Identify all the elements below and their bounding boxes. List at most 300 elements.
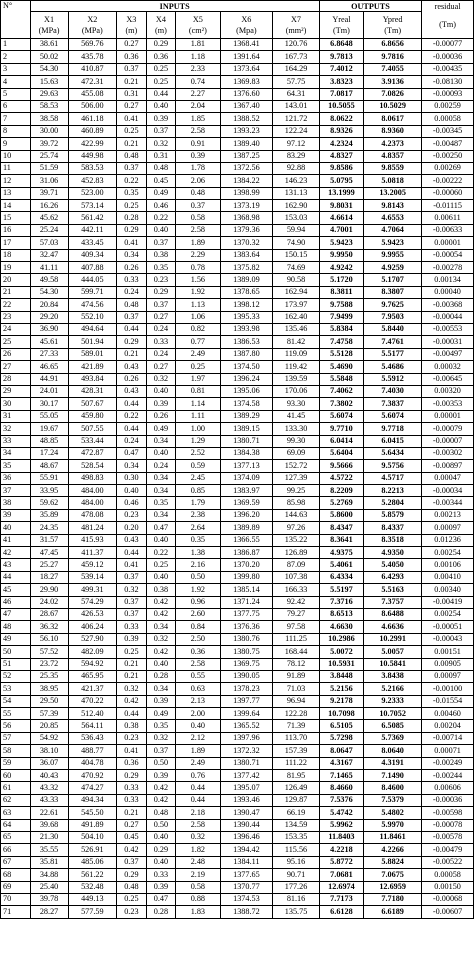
- cell-no: 27: [1, 361, 31, 373]
- cell-residual: -0.00031: [422, 336, 474, 348]
- cell-x7: 139.59: [273, 373, 319, 385]
- cell-x4: 0.48: [146, 162, 176, 174]
- cell-x3: 0.24: [117, 286, 147, 298]
- cell-x5: 1.13: [176, 299, 220, 311]
- cell-x2: 406.24: [68, 621, 117, 633]
- cell-x4: 0.23: [146, 274, 176, 286]
- cell-x1: 57.39: [30, 708, 68, 720]
- cell-yreal: 7.3802: [319, 398, 363, 410]
- table-row: [1, 732, 474, 744]
- cell-x3: 0.41: [117, 745, 147, 757]
- table-row: [1, 745, 474, 757]
- cell-yreal: 7.0681: [319, 869, 363, 881]
- cell-x4: 0.40: [146, 447, 176, 459]
- cell-yreal: 8.0647: [319, 745, 363, 757]
- cell-x6: 1370.32: [220, 237, 273, 249]
- cell-x3: 0.35: [117, 187, 147, 199]
- cell-x1: 34.88: [30, 869, 68, 881]
- cell-ypred: 5.2166: [364, 683, 422, 695]
- cell-x6: 1380.71: [220, 757, 273, 769]
- cell-x6: 1386.87: [220, 547, 273, 559]
- header-x5: X5 (cm²): [176, 12, 220, 39]
- cell-x6: 1369.59: [220, 497, 273, 509]
- cell-x6: 1389.40: [220, 138, 273, 150]
- cell-x6: 1376.60: [220, 88, 273, 100]
- cell-x4: 0.34: [146, 485, 176, 497]
- table-row: [1, 633, 474, 645]
- cell-x2: 507.67: [68, 398, 117, 410]
- cell-x4: 0.36: [146, 51, 176, 63]
- cell-x6: 1399.64: [220, 708, 273, 720]
- cell-x6: 1374.53: [220, 893, 273, 905]
- cell-yreal: 5.8772: [319, 856, 363, 868]
- cell-yreal: 9.2178: [319, 695, 363, 707]
- cell-x5: 1.97: [176, 373, 220, 385]
- cell-x3: 0.37: [117, 596, 147, 608]
- cell-x1: 38.10: [30, 745, 68, 757]
- cell-x6: 1369.83: [220, 76, 273, 88]
- cell-x2: 442.11: [68, 224, 117, 236]
- cell-x2: 461.18: [68, 113, 117, 125]
- cell-x2: 512.40: [68, 708, 117, 720]
- cell-x2: 421.37: [68, 683, 117, 695]
- cell-x6: 1388.52: [220, 113, 273, 125]
- cell-x6: 1384.11: [220, 856, 273, 868]
- table-row: [1, 138, 474, 150]
- header-x3: X3 (m): [117, 12, 147, 39]
- cell-ypred: 5.6434: [364, 447, 422, 459]
- cell-x3: 0.29: [117, 224, 147, 236]
- table-row: [1, 869, 474, 881]
- table-row: [1, 63, 474, 75]
- cell-x4: 0.27: [146, 311, 176, 323]
- cell-x1: 55.91: [30, 472, 68, 484]
- cell-x6: 1397.77: [220, 695, 273, 707]
- cell-x7: 97.58: [273, 621, 319, 633]
- cell-residual: -0.00244: [422, 770, 474, 782]
- cell-residual: -0.00553: [422, 323, 474, 335]
- table-row: [1, 274, 474, 286]
- cell-yreal: 9.7710: [319, 423, 363, 435]
- cell-x3: 0.21: [117, 348, 147, 360]
- cell-x1: 20.85: [30, 720, 68, 732]
- cell-x6: 1377.65: [220, 869, 273, 881]
- cell-no: 3: [1, 63, 31, 75]
- header-yreal: Yreal (Tm): [319, 12, 363, 39]
- cell-yreal: 8.3641: [319, 534, 363, 546]
- cell-x4: 0.32: [146, 138, 176, 150]
- cell-yreal: 11.8403: [319, 832, 363, 844]
- cell-x4: 0.31: [146, 150, 176, 162]
- cell-x4: 0.22: [146, 547, 176, 559]
- cell-x3: 0.41: [117, 237, 147, 249]
- cell-x1: 36.32: [30, 621, 68, 633]
- cell-yreal: 4.9375: [319, 547, 363, 559]
- cell-x4: 0.44: [146, 88, 176, 100]
- cell-x7: 126.49: [273, 782, 319, 794]
- cell-no: 35: [1, 460, 31, 472]
- cell-x7: 135.75: [273, 906, 319, 918]
- cell-yreal: 8.9326: [319, 125, 363, 137]
- table-row: [1, 311, 474, 323]
- cell-x1: 36.90: [30, 323, 68, 335]
- cell-x3: 0.37: [117, 856, 147, 868]
- cell-no: 63: [1, 807, 31, 819]
- cell-x3: 0.37: [117, 608, 147, 620]
- cell-residual: -0.00093: [422, 88, 474, 100]
- cell-yreal: 6.0414: [319, 435, 363, 447]
- cell-ypred: 9.8143: [364, 200, 422, 212]
- cell-x4: 0.40: [146, 571, 176, 583]
- cell-ypred: 5.5912: [364, 373, 422, 385]
- cell-x1: 25.24: [30, 224, 68, 236]
- cell-x7: 57.75: [273, 76, 319, 88]
- cell-x2: 533.44: [68, 435, 117, 447]
- cell-x1: 57.03: [30, 237, 68, 249]
- cell-x7: 81.16: [273, 893, 319, 905]
- cell-yreal: 9.7588: [319, 299, 363, 311]
- cell-x7: 126.89: [273, 547, 319, 559]
- cell-x3: 0.30: [117, 472, 147, 484]
- cell-no: 28: [1, 373, 31, 385]
- cell-yreal: 5.6404: [319, 447, 363, 459]
- cell-residual: 0.00151: [422, 646, 474, 658]
- cell-yreal: 12.6974: [319, 881, 363, 893]
- cell-x6: 1366.55: [220, 534, 273, 546]
- cell-no: 16: [1, 224, 31, 236]
- cell-x4: 0.34: [146, 509, 176, 521]
- cell-x5: 1.00: [176, 423, 220, 435]
- cell-x6: 1383.97: [220, 485, 273, 497]
- cell-no: 23: [1, 311, 31, 323]
- cell-x4: 0.40: [146, 832, 176, 844]
- cell-x4: 0.25: [146, 559, 176, 571]
- cell-yreal: 5.2156: [319, 683, 363, 695]
- cell-no: 65: [1, 832, 31, 844]
- cell-x3: 0.42: [117, 844, 147, 856]
- cell-ypred: 8.6488: [364, 608, 422, 620]
- cell-ypred: 7.0826: [364, 88, 422, 100]
- cell-x2: 435.78: [68, 51, 117, 63]
- cell-residual: -0.00250: [422, 150, 474, 162]
- table-row: [1, 757, 474, 769]
- cell-x2: 599.71: [68, 286, 117, 298]
- cell-x5: 0.37: [176, 200, 220, 212]
- cell-x4: 0.39: [146, 881, 176, 893]
- cell-x1: 28.67: [30, 608, 68, 620]
- cell-x5: 0.40: [176, 720, 220, 732]
- cell-x1: 39.68: [30, 819, 68, 831]
- cell-x1: 40.43: [30, 770, 68, 782]
- cell-ypred: 5.8579: [364, 509, 422, 521]
- cell-x3: 0.42: [117, 695, 147, 707]
- cell-x3: 0.43: [117, 534, 147, 546]
- cell-x1: 49.58: [30, 274, 68, 286]
- cell-yreal: 10.7098: [319, 708, 363, 720]
- table-row: [1, 323, 474, 335]
- cell-no: 60: [1, 770, 31, 782]
- table-row: [1, 88, 474, 100]
- cell-x5: 2.38: [176, 509, 220, 521]
- header-residual-unit: (Tm): [422, 12, 474, 39]
- cell-x3: 0.41: [117, 559, 147, 571]
- cell-x2: 494.64: [68, 323, 117, 335]
- cell-no: 69: [1, 881, 31, 893]
- cell-yreal: 8.4347: [319, 522, 363, 534]
- cell-ypred: 4.8357: [364, 150, 422, 162]
- cell-yreal: 7.9499: [319, 311, 363, 323]
- cell-residual: -0.00077: [422, 39, 474, 51]
- cell-x5: 1.81: [176, 39, 220, 51]
- cell-x5: 1.82: [176, 844, 220, 856]
- cell-no: 56: [1, 720, 31, 732]
- cell-x7: 115.56: [273, 844, 319, 856]
- cell-x7: 90.71: [273, 869, 319, 881]
- cell-x2: 561.42: [68, 212, 117, 224]
- cell-x5: 0.88: [176, 893, 220, 905]
- cell-no: 7: [1, 113, 31, 125]
- cell-x4: 0.47: [146, 522, 176, 534]
- cell-x6: 1380.71: [220, 435, 273, 447]
- cell-ypred: 5.9970: [364, 819, 422, 831]
- cell-x5: 1.89: [176, 237, 220, 249]
- cell-x7: 162.90: [273, 200, 319, 212]
- cell-ypred: 7.7180: [364, 893, 422, 905]
- cell-x6: 1379.36: [220, 224, 273, 236]
- cell-ypred: 8.0617: [364, 113, 422, 125]
- cell-residual: -0.00249: [422, 757, 474, 769]
- cell-x7: 79.27: [273, 608, 319, 620]
- cell-yreal: 5.0795: [319, 175, 363, 187]
- cell-residual: -0.00578: [422, 832, 474, 844]
- cell-x6: 1365.52: [220, 720, 273, 732]
- cell-ypred: 9.7718: [364, 423, 422, 435]
- table-row: [1, 782, 474, 794]
- cell-no: 14: [1, 200, 31, 212]
- cell-x2: 526.91: [68, 844, 117, 856]
- cell-x6: 1375.82: [220, 262, 273, 274]
- cell-x1: 29.90: [30, 584, 68, 596]
- cell-residual: 0.00606: [422, 782, 474, 794]
- cell-ypred: 6.5085: [364, 720, 422, 732]
- cell-x7: 164.29: [273, 63, 319, 75]
- cell-x6: 1393.46: [220, 794, 273, 806]
- cell-residual: 0.00320: [422, 385, 474, 397]
- cell-x7: 121.72: [273, 113, 319, 125]
- cell-x7: 99.30: [273, 435, 319, 447]
- table-row: [1, 856, 474, 868]
- cell-no: 52: [1, 670, 31, 682]
- table-row: [1, 658, 474, 670]
- cell-x3: 0.48: [117, 150, 147, 162]
- table-body: [1, 39, 474, 919]
- cell-yreal: 9.8031: [319, 200, 363, 212]
- cell-ypred: 11.8461: [364, 832, 422, 844]
- cell-residual: -0.01554: [422, 695, 474, 707]
- cell-x2: 504.10: [68, 832, 117, 844]
- cell-ypred: 10.7052: [364, 708, 422, 720]
- cell-x6: 1389.09: [220, 274, 273, 286]
- cell-x2: 452.83: [68, 175, 117, 187]
- cell-residual: 0.00259: [422, 100, 474, 112]
- cell-yreal: 7.3716: [319, 596, 363, 608]
- cell-x5: 1.79: [176, 497, 220, 509]
- cell-x6: 1377.75: [220, 608, 273, 620]
- cell-no: 17: [1, 237, 31, 249]
- cell-no: 55: [1, 708, 31, 720]
- cell-ypred: 4.9259: [364, 262, 422, 274]
- cell-x4: 0.22: [146, 212, 176, 224]
- cell-x7: 134.59: [273, 819, 319, 831]
- cell-x5: 2.52: [176, 447, 220, 459]
- table-row: [1, 100, 474, 112]
- cell-no: 11: [1, 162, 31, 174]
- cell-no: 22: [1, 299, 31, 311]
- cell-residual: -0.01115: [422, 200, 474, 212]
- cell-x2: 426.53: [68, 608, 117, 620]
- cell-yreal: 4.9242: [319, 262, 363, 274]
- cell-x2: 507.55: [68, 423, 117, 435]
- cell-x6: 1395.06: [220, 385, 273, 397]
- cell-x3: 0.44: [117, 323, 147, 335]
- cell-yreal: 5.5848: [319, 373, 363, 385]
- cell-x6: 1391.64: [220, 51, 273, 63]
- cell-x1: 39.78: [30, 893, 68, 905]
- cell-x3: 0.29: [117, 336, 147, 348]
- cell-x2: 506.00: [68, 100, 117, 112]
- cell-ypred: 5.4686: [364, 361, 422, 373]
- cell-ypred: 5.8440: [364, 323, 422, 335]
- cell-x5: 2.04: [176, 100, 220, 112]
- cell-x4: 0.27: [146, 361, 176, 373]
- cell-ypred: 4.2266: [364, 844, 422, 856]
- cell-x3: 0.28: [117, 212, 147, 224]
- cell-x2: 484.00: [68, 485, 117, 497]
- cell-x4: 0.35: [146, 720, 176, 732]
- cell-x1: 55.05: [30, 410, 68, 422]
- table-row: [1, 150, 474, 162]
- cell-no: 24: [1, 323, 31, 335]
- cell-x1: 57.52: [30, 646, 68, 658]
- cell-x4: 0.26: [146, 410, 176, 422]
- cell-x7: 64.31: [273, 88, 319, 100]
- cell-no: 67: [1, 856, 31, 868]
- header-x7: X7 (mm²): [273, 12, 319, 39]
- cell-x3: 0.34: [117, 460, 147, 472]
- cell-residual: 0.00269: [422, 162, 474, 174]
- cell-x1: 30.17: [30, 398, 68, 410]
- table-row: [1, 249, 474, 261]
- cell-x4: 0.42: [146, 608, 176, 620]
- cell-x7: 41.45: [273, 410, 319, 422]
- cell-x3: 0.27: [117, 100, 147, 112]
- cell-x5: 0.74: [176, 76, 220, 88]
- cell-x5: 0.82: [176, 323, 220, 335]
- cell-residual: 0.00204: [422, 720, 474, 732]
- cell-x6: 1394.42: [220, 844, 273, 856]
- cell-x6: 1372.56: [220, 162, 273, 174]
- cell-x6: 1387.80: [220, 348, 273, 360]
- cell-x7: 113.70: [273, 732, 319, 744]
- cell-ypred: 4.5717: [364, 472, 422, 484]
- cell-x1: 45.62: [30, 212, 68, 224]
- cell-ypred: 6.4293: [364, 571, 422, 583]
- cell-x4: 0.45: [146, 175, 176, 187]
- cell-x5: 0.58: [176, 881, 220, 893]
- cell-x4: 0.24: [146, 323, 176, 335]
- cell-ypred: 5.4050: [364, 559, 422, 571]
- cell-no: 8: [1, 125, 31, 137]
- cell-x7: 153.35: [273, 832, 319, 844]
- table-row: [1, 187, 474, 199]
- cell-x3: 0.25: [117, 646, 147, 658]
- cell-residual: -0.00522: [422, 856, 474, 868]
- cell-x3: 0.21: [117, 658, 147, 670]
- cell-yreal: 4.2324: [319, 138, 363, 150]
- cell-no: 50: [1, 646, 31, 658]
- cell-yreal: 5.8384: [319, 323, 363, 335]
- table-row: [1, 832, 474, 844]
- cell-x5: 0.63: [176, 683, 220, 695]
- cell-x1: 39.71: [30, 187, 68, 199]
- cell-x1: 21.30: [30, 832, 68, 844]
- cell-x1: 23.72: [30, 658, 68, 670]
- cell-x1: 22.61: [30, 807, 68, 819]
- cell-ypred: 4.3191: [364, 757, 422, 769]
- cell-x3: 0.33: [117, 794, 147, 806]
- cell-x5: 0.36: [176, 646, 220, 658]
- cell-ypred: 5.1707: [364, 274, 422, 286]
- cell-yreal: 9.7813: [319, 51, 363, 63]
- header-x6: X6 (Mpa): [220, 12, 273, 39]
- cell-x6: 1383.64: [220, 249, 273, 261]
- cell-residual: -0.00435: [422, 63, 474, 75]
- cell-x5: 1.38: [176, 547, 220, 559]
- cell-yreal: 7.4062: [319, 385, 363, 397]
- cell-x3: 0.24: [117, 435, 147, 447]
- cell-x4: 0.38: [146, 584, 176, 596]
- cell-x5: 0.91: [176, 138, 220, 150]
- cell-x5: 2.58: [176, 224, 220, 236]
- cell-x2: 528.54: [68, 460, 117, 472]
- cell-x5: 2.60: [176, 608, 220, 620]
- cell-x5: 2.48: [176, 856, 220, 868]
- cell-x6: 1393.23: [220, 125, 273, 137]
- cell-ypred: 9.2333: [364, 695, 422, 707]
- cell-x4: 0.35: [146, 497, 176, 509]
- cell-x4: 0.29: [146, 39, 176, 51]
- cell-x1: 32.47: [30, 249, 68, 261]
- cell-ypred: 3.8438: [364, 670, 422, 682]
- cell-yreal: 8.0622: [319, 113, 363, 125]
- table-row: [1, 720, 474, 732]
- cell-x2: 493.84: [68, 373, 117, 385]
- cell-x5: 0.44: [176, 794, 220, 806]
- cell-no: 10: [1, 150, 31, 162]
- cell-x1: 41.11: [30, 262, 68, 274]
- cell-yreal: 7.4758: [319, 336, 363, 348]
- cell-no: 59: [1, 757, 31, 769]
- cell-no: 47: [1, 608, 31, 620]
- cell-x6: 1373.19: [220, 200, 273, 212]
- cell-x4: 0.37: [146, 125, 176, 137]
- cell-x6: 1390.44: [220, 819, 273, 831]
- cell-yreal: 8.6513: [319, 608, 363, 620]
- cell-no: 48: [1, 621, 31, 633]
- cell-x5: 1.56: [176, 274, 220, 286]
- table-row: [1, 485, 474, 497]
- cell-x1: 43.32: [30, 782, 68, 794]
